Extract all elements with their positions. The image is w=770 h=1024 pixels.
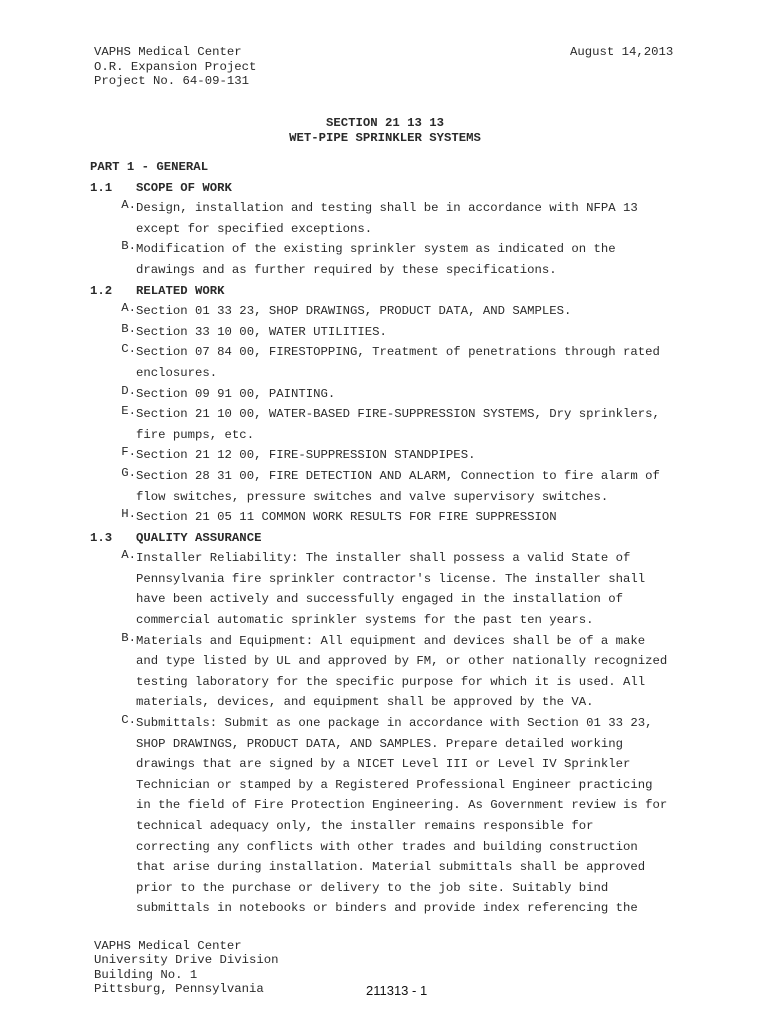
item-line: Section 21 05 11 COMMON WORK RESULTS FOR FIRE SUPPRESSION xyxy=(136,510,557,525)
section-title xyxy=(0,116,770,146)
list-item xyxy=(90,239,730,280)
subsection-number: 1.3 xyxy=(90,530,113,545)
item-letter: B. xyxy=(121,321,136,336)
item-letter: B. xyxy=(121,239,136,254)
item-line: Section 21 12 00, FIRE-SUPPRESSION STANDPIPES. xyxy=(136,448,476,463)
subsection-heading xyxy=(90,528,730,549)
item-letter: F. xyxy=(121,445,136,460)
item-line: Design, installation and testing shall be in accordance with NFPA 13 xyxy=(136,201,638,216)
list-item xyxy=(90,198,730,239)
item-letter: E. xyxy=(121,404,136,419)
header-line: O.R. Expansion Project xyxy=(94,59,257,74)
item-letter: A. xyxy=(121,198,136,213)
item-line: Pennsylvania fire sprinkler contractor's license. The installer shall xyxy=(136,571,646,586)
subsection-number: 1.2 xyxy=(90,283,113,298)
item-line: correcting any conflicts with other trades and building construction xyxy=(136,839,638,854)
item-line: Modification of the existing sprinkler system as indicated on the xyxy=(136,242,616,257)
list-item xyxy=(90,631,730,713)
item-line: prior to the purchase or delivery to the job site. Suitably bind xyxy=(136,880,609,895)
list-item xyxy=(90,342,730,383)
list-item xyxy=(90,445,730,466)
item-line: Materials and Equipment: All equipment and devices shall be of a make xyxy=(136,633,646,648)
item-letter: C. xyxy=(121,342,136,357)
subsection-title: QUALITY ASSURANCE xyxy=(136,530,262,545)
footer-line: Pittsburg, Pennsylvania xyxy=(94,981,264,996)
item-line: Section 28 31 00, FIRE DETECTION AND ALARM, Connection to fire alarm of xyxy=(136,468,660,483)
section-name: WET-PIPE SPRINKLER SYSTEMS xyxy=(289,131,481,145)
item-letter: A. xyxy=(121,548,136,563)
footer-location xyxy=(94,939,278,996)
item-line: have been actively and successfully engaged in the installation of xyxy=(136,592,624,607)
list-item xyxy=(90,548,730,630)
item-line: and type listed by UL and approved by FM, or other nationally recognized xyxy=(136,654,668,669)
item-line: SHOP DRAWINGS, PRODUCT DATA, AND SAMPLES. Prepare detailed working xyxy=(136,736,624,751)
part-heading: PART 1 - GENERAL xyxy=(90,160,209,174)
list-item xyxy=(90,301,730,322)
page-number: 211313 - 1 xyxy=(366,983,428,998)
footer-line: VAPHS Medical Center xyxy=(94,939,242,953)
footer-line: Building No. 1 xyxy=(94,967,198,982)
item-line: Section 01 33 23, SHOP DRAWINGS, PRODUCT DATA, AND SAMPLES. xyxy=(136,304,572,319)
item-line: drawings and as further required by these specifications. xyxy=(136,262,557,277)
item-line: in the field of Fire Protection Engineering. As Government review is for xyxy=(136,798,668,813)
header-line: VAPHS Medical Center xyxy=(94,45,242,59)
list-item xyxy=(90,466,730,507)
subsection-heading xyxy=(90,281,730,302)
item-line: flow switches, pressure switches and valve supervisory switches. xyxy=(136,489,609,504)
subsection-title: RELATED WORK xyxy=(136,283,225,298)
list-item xyxy=(90,322,730,343)
item-letter: H. xyxy=(121,507,136,522)
item-line: Section 21 10 00, WATER-BASED FIRE-SUPPRESSION SYSTEMS, Dry sprinklers, xyxy=(136,407,660,422)
item-line: commercial automatic sprinkler systems for the past ten years. xyxy=(136,613,594,628)
header-date: August 14,2013 xyxy=(570,45,674,59)
list-item xyxy=(90,507,730,528)
subsection-number: 1.1 xyxy=(90,180,113,195)
item-line: drawings that are signed by a NICET Level III or Level IV Sprinkler xyxy=(136,757,631,772)
item-letter: A. xyxy=(121,301,136,316)
item-line: submittals in notebooks or binders and provide index referencing the xyxy=(136,901,638,916)
footer-line: University Drive Division xyxy=(94,953,279,968)
list-item xyxy=(90,384,730,405)
item-line: except for specified exceptions. xyxy=(136,221,373,236)
item-line: materials, devices, and equipment shall be approved by the VA. xyxy=(136,695,594,710)
list-item xyxy=(90,713,730,919)
item-letter: B. xyxy=(121,630,136,645)
item-letter: C. xyxy=(121,713,136,728)
item-letter: G. xyxy=(121,465,136,480)
subsection-heading xyxy=(90,178,730,199)
section-number: SECTION 21 13 13 xyxy=(325,116,445,130)
header-line: Project No. 64-09-131 xyxy=(94,74,249,88)
list-item xyxy=(90,404,730,445)
item-line: Section 09 91 00, PAINTING. xyxy=(136,386,336,401)
header-project-info xyxy=(94,45,256,89)
item-letter: D. xyxy=(121,383,136,398)
item-line: Section 33 10 00, WATER UTILITIES. xyxy=(136,324,387,339)
item-line: Technician or stamped by a Registered Professional Engineer practicing xyxy=(136,777,653,792)
item-line: that arise during installation. Material submittals shall be approved xyxy=(136,860,646,875)
item-line: testing laboratory for the specific purpose for which it is used. All xyxy=(136,674,646,689)
item-line: Installer Reliability: The installer shall possess a valid State of xyxy=(136,551,631,566)
item-line: Submittals: Submit as one package in accordance with Section 01 33 23, xyxy=(136,716,653,731)
item-line: technical adequacy only, the installer remains responsible for xyxy=(136,819,594,833)
document-body xyxy=(90,157,730,919)
subsection-title: SCOPE OF WORK xyxy=(136,180,232,195)
item-line: fire pumps, etc. xyxy=(136,427,255,442)
item-line: Section 07 84 00, FIRESTOPPING, Treatment of penetrations through rated xyxy=(136,345,660,360)
item-line: enclosures. xyxy=(136,365,218,380)
